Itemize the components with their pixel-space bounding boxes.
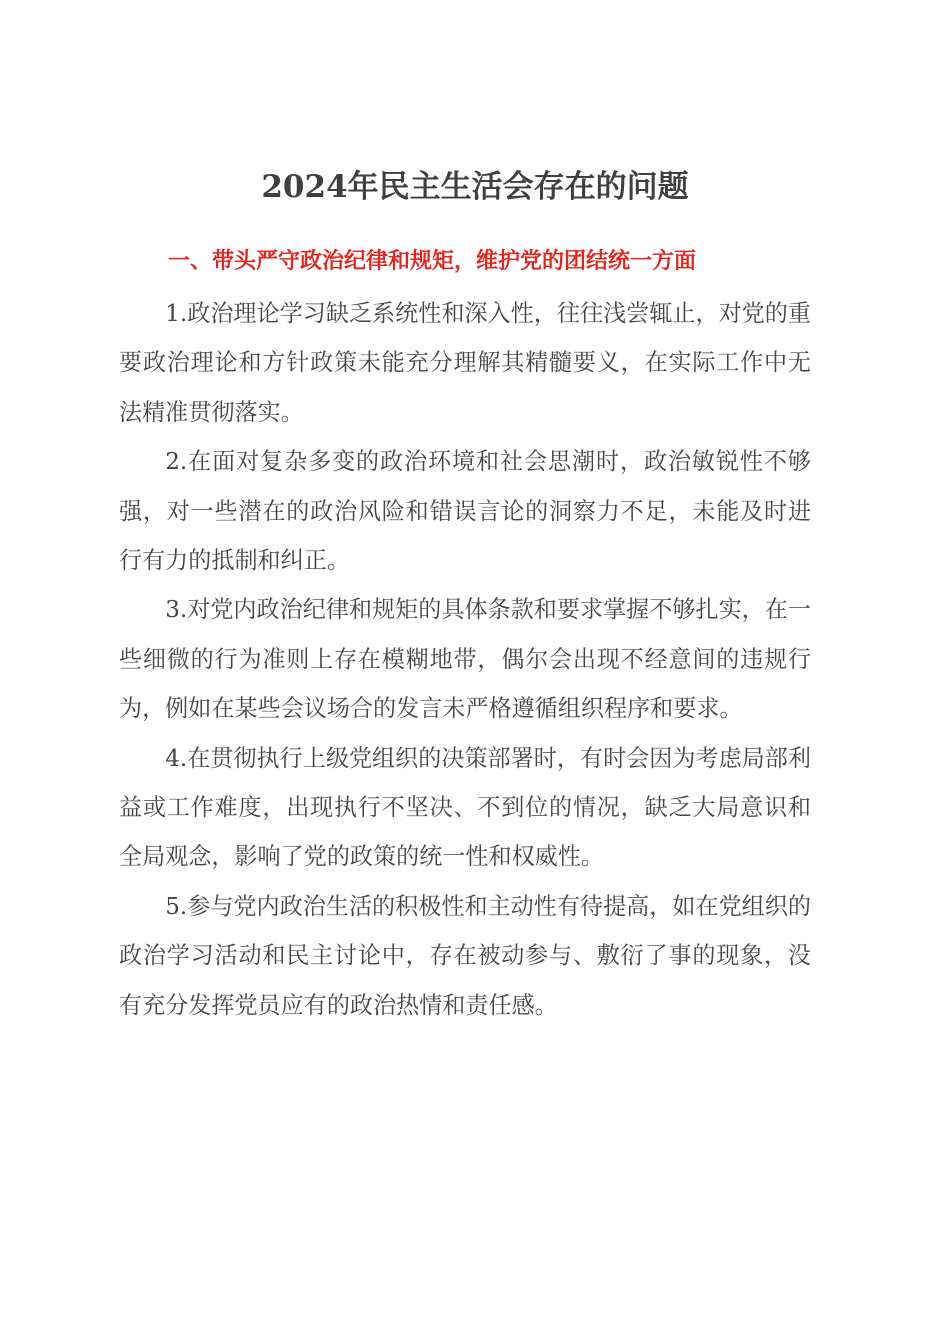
- paragraph-item: 3.对党内政治纪律和规矩的具体条款和要求掌握不够扎实，在一些细微的行为准则上存在模糊地带，偶尔会出现不经意间的违规行为，例如在某些会议场合的发言未严格遵循组织程序和要求。: [119, 597, 811, 723]
- section-heading: 一、带头严守政治纪律和规矩，维护党的团结统一方面: [168, 249, 697, 274]
- document-body: [119, 290, 811, 1031]
- paragraph-item: 4.在贯彻执行上级党组织的决策部署时，有时会因为考虑局部利益或工作难度，出现执行不坚决、不到位的情况，缺乏大局意识和全局观念，影响了党的政策的统一性和权威性。: [119, 745, 811, 871]
- paragraph-item: 2.在面对复杂多变的政治环境和社会思潮时，政治敏锐性不够强，对一些潜在的政治风险和错误言论的洞察力不足，未能及时进行有力的抵制和纠正。: [119, 449, 811, 575]
- document-title: 2024年民主生活会存在的问题: [261, 169, 689, 205]
- paragraph-item: 5.参与党内政治生活的积极性和主动性有待提高，如在党组织的政治学习活动和民主讨论中，存在被动参与、敷衍了事的现象，没有充分发挥党员应有的政治热情和责任感。: [119, 893, 811, 1019]
- paragraph-item: 1.政治理论学习缺乏系统性和深入性，往往浅尝辄止，对党的重要政治理论和方针政策未能充分理解其精髓要义，在实际工作中无法精准贯彻落实。: [119, 301, 811, 426]
